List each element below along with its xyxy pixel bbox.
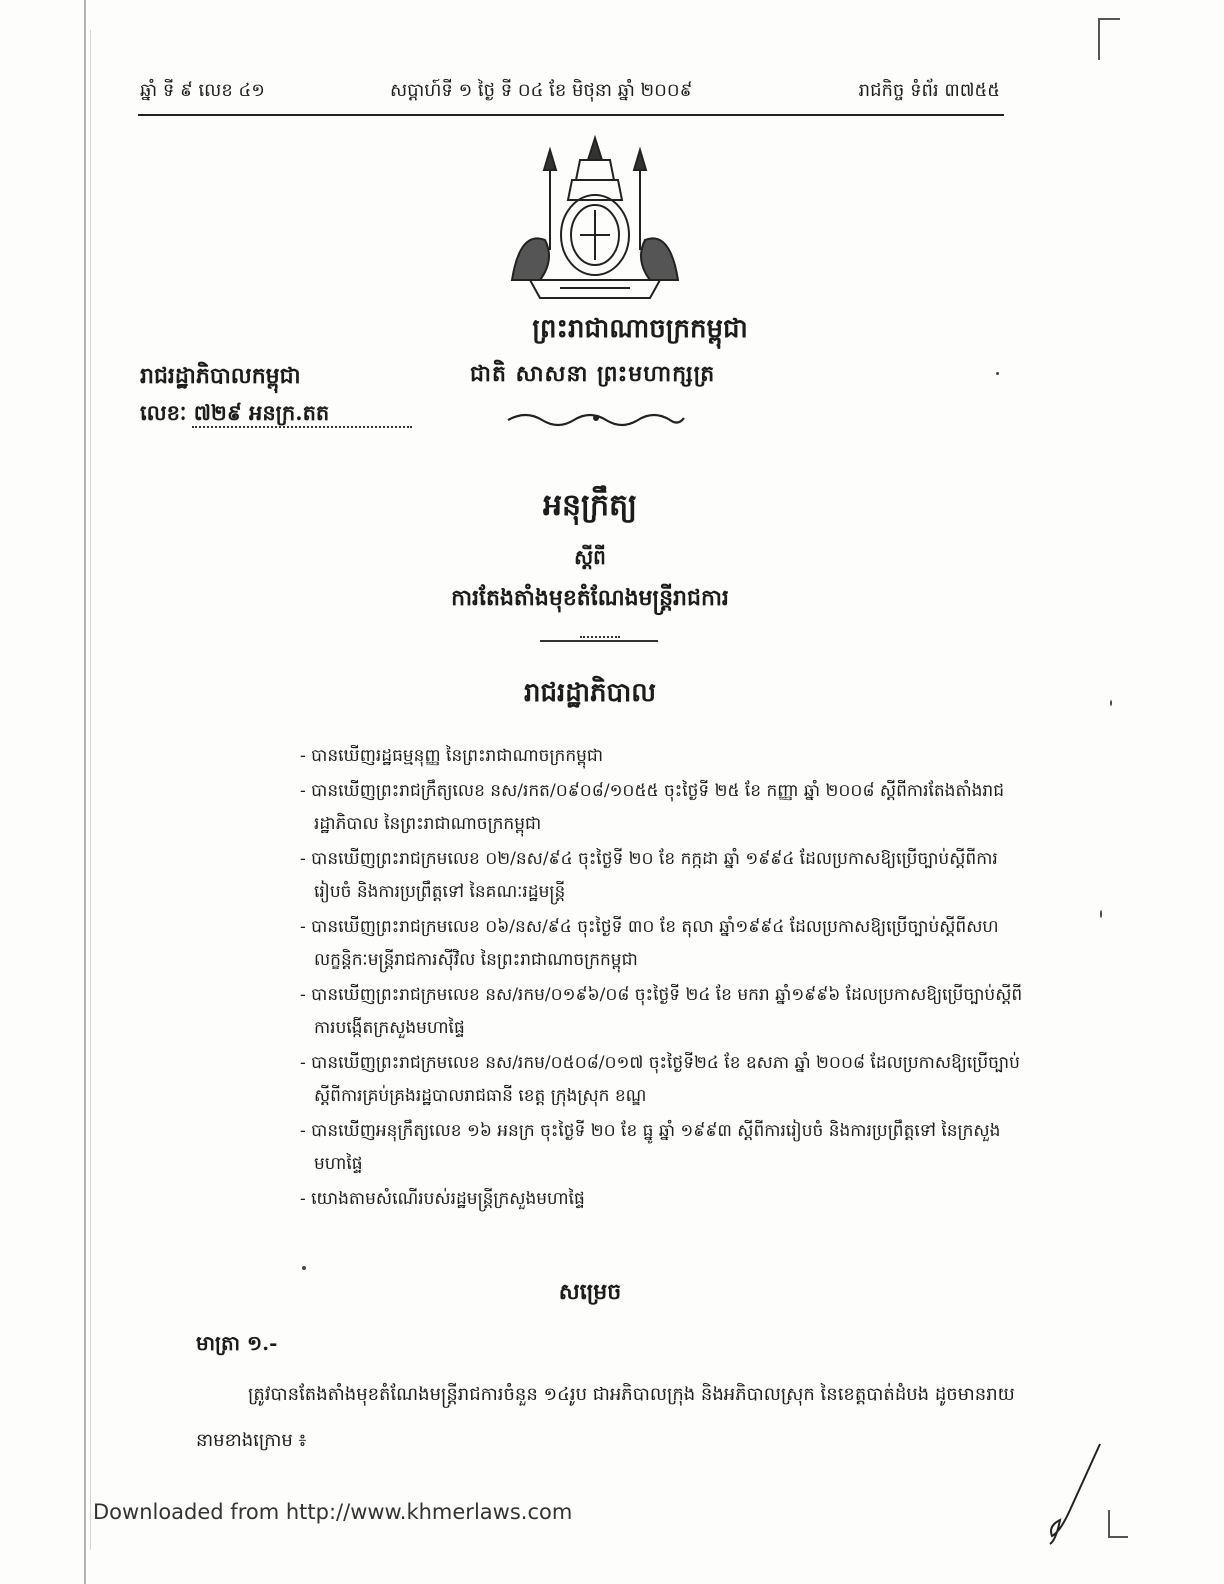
section-divider-dots xyxy=(580,636,620,646)
scan-speck xyxy=(1110,700,1112,706)
consideration-item: - បានឃើញព្រះរាជក្រមលេខ នស/រកម/០៥០៨/០១៧ ចុះថ្ងៃទី២៤ ខែ ឧសភា ឆ្នាំ ២០០៨ ដែលប្រកាសឱ្យប្រើច្បាប់ស្តីពីការគ្រប់គ្រងរដ្ឋបាលរាជធានី ខេត្ត ក្រុងស្រុក ខណ្ឌ xyxy=(300,1053,1020,1106)
about-label: ស្តីពី xyxy=(574,545,606,569)
signature-mark-icon xyxy=(1030,1440,1110,1550)
article-1-body: ត្រូវបានតែងតាំងមុខតំណែងមន្ត្រីរាជការចំនួន ១៤រូប ជាអភិបាលក្រុង និងអភិបាលស្រុក នៃខេត្តបាត់ដំបង ដូចមានរាយនាមខាងក្រោម ៖ xyxy=(196,1384,1015,1451)
government-name: រាជរដ្ឋាភិបាលកម្ពុជា xyxy=(140,363,301,389)
consideration-item: - យោងតាមសំណើរបស់រដ្ឋមន្ត្រីក្រសួងមហាផ្ទៃ xyxy=(300,1189,585,1209)
consideration-item: - បានឃើញរដ្ឋធម្មនុញ្ញ នៃព្រះរាជាណាចក្រកម្ពុជា xyxy=(300,746,604,766)
national-motto: ជាតិ សាសនា ព្រះមហាក្សត្រ xyxy=(470,361,716,387)
scan-speck xyxy=(996,372,999,375)
kingdom-title: ព្រះរាជាណាចក្រកម្ពុជា xyxy=(532,314,748,344)
crop-mark xyxy=(1098,18,1120,60)
download-source-footer: Downloaded from http://www.khmerlaws.com xyxy=(93,1500,573,1524)
scan-speck xyxy=(1100,910,1102,918)
ornament-divider-icon xyxy=(506,404,686,434)
article-1-title: មាត្រា ១.- xyxy=(196,1331,278,1355)
consideration-item: - បានឃើញព្រះរាជក្រមលេខ នស/រកម/០១៩៦/០៨ ចុះថ្ងៃទី ២៤ ខែ មករា ឆ្នាំ១៩៩៦ ដែលប្រកាសឱ្យប្រើច្បាប់ស្តីពីការបង្កើតក្រសួងមហាផ្ទៃ xyxy=(300,985,1023,1038)
gazette-header xyxy=(140,74,1000,114)
document-number: លេខៈ ៧២៩ អនក្រ.តត xyxy=(140,400,330,425)
scan-edge xyxy=(84,0,86,1584)
document-number-underline xyxy=(192,426,412,428)
gazette-page: រាជកិច្ច ទំព័រ ៣៧៥៥ xyxy=(858,80,1000,101)
government-heading: រាជរដ្ឋាភិបាល xyxy=(523,678,657,708)
crop-mark xyxy=(1108,1510,1128,1538)
decree-title: អនុក្រឹត្យ xyxy=(542,488,638,523)
considerations-list xyxy=(300,740,1030,1218)
scan-speck xyxy=(302,1266,306,1270)
header-rule xyxy=(138,114,1004,116)
decides-heading: សម្រេច xyxy=(558,1279,622,1305)
decree-subject: ការតែងតាំងមុខតំណែងមន្ត្រីរាជការ xyxy=(451,585,729,611)
scan-edge xyxy=(90,30,91,1550)
royal-emblem-icon xyxy=(500,130,690,305)
consideration-item: - បានឃើញអនុក្រឹត្យលេខ ១៦ អនក្រ ចុះថ្ងៃទី ២០ ខែ ធ្នូ ឆ្នាំ ១៩៩៣ ស្តីពីការរៀបចំ និងការប្រព្រឹត្តទៅ នៃក្រសួងមហាផ្ទៃ xyxy=(300,1121,1001,1174)
gazette-year-issue: ឆ្នាំ ទី ៩ លេខ ៤១ xyxy=(140,80,265,101)
consideration-item: - បានឃើញព្រះរាជក្រមលេខ ០២/នស/៩៤ ចុះថ្ងៃទី ២០ ខែ កក្កដា ឆ្នាំ ១៩៩៤ ដែលប្រកាសឱ្យប្រើច្បាប់ស្តីពីការរៀបចំ និងការប្រព្រឹត្តទៅ នៃគណៈរដ្ឋមន្ត្រី xyxy=(300,849,998,902)
gazette-date: សប្តាហ៍ទី ១ ថ្ងៃ ទី ០៤ ខែ មិថុនា ឆ្នាំ ២០០៩ xyxy=(390,80,693,101)
consideration-item: - បានឃើញព្រះរាជក្រមលេខ ០៦/នស/៩៤ ចុះថ្ងៃទី ៣០ ខែ តុលា ឆ្នាំ១៩៩៤ ដែលប្រកាសឱ្យប្រើច្បាប់ស្តីពីសហលក្ខន្តិកៈមន្ត្រីរាជការស៊ីវិល នៃព្រះរាជាណាចក្រកម្ពុជា xyxy=(300,917,999,970)
consideration-item: - បានឃើញព្រះរាជក្រឹត្យលេខ នស/រកត/០៩០៨/១០៥៥ ចុះថ្ងៃទី ២៥ ខែ កញ្ញា ឆ្នាំ ២០០៨ ស្តីពីការតែងតាំងរាជរដ្ឋាភិបាល នៃព្រះរាជាណាចក្រកម្ពុជា xyxy=(300,781,1004,834)
